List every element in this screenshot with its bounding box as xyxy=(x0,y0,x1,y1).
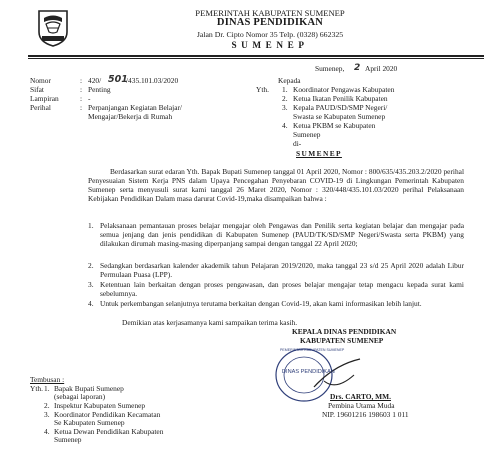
date-month-year: April 2020 xyxy=(365,64,398,73)
recipient-item-text: Swasta se Kabupaten Sumenep xyxy=(293,112,386,121)
colon: : xyxy=(80,94,83,103)
date-place: Sumenep, xyxy=(315,64,345,73)
letterhead-rule-thick xyxy=(28,55,484,57)
tembusan-num: 3. xyxy=(44,410,50,419)
closing-line: Demikian atas kerjasamanya kami sampaikan terima kasih. xyxy=(122,318,298,327)
tembusan-item-text: Inspektur Kabupaten Sumenep xyxy=(54,401,146,410)
sumenep-emblem-logo xyxy=(33,8,73,48)
point-text: Untuk perkembangan selanjutnya terutama berkaitan dengan Covid-19, akan kami informasikan lebih lanjut. xyxy=(100,299,422,308)
point-num: 1. xyxy=(88,221,94,230)
body-intro-paragraph: Berdasarkan surat edaran Yth. Bapak Bupati Sumenep tanggal 01 April 2020, Nomor : 800/635/435.203.2/2020 perihal Penyesuaian Sistem Kerja PNS dalam Upaya Pencegahan Penyebaran COVID-19 di Lingkungan Pemerintah Kabupaten Sumenep serta menyusuli surat kami tanggal 26 Maret 2020, Nomor : 320/448/435.101.03/2020 perihal Pelaksanaan Kebijakan Pendidikan Dalam masa darurat Covid-19,maka disampaikan bahwa : xyxy=(88,167,464,203)
tembusan-num: 2. xyxy=(44,401,50,410)
tembusan-label: Tembusan : xyxy=(30,375,65,384)
recipient-num: 2. xyxy=(282,94,288,103)
stamp-outer-text: PEMERINTAH KABUPATEN SUMENEP xyxy=(280,348,345,352)
letterhead-city: SUMENEP xyxy=(231,40,309,50)
signatory-nip: NIP. 19601216 198603 1 011 xyxy=(322,410,409,419)
point-text: Pelaksanaan pemantauan proses belajar mengajar oleh Pengawas dan Penilik serta kegiatan belajar dan mengajar pada semua jenjang dan jenis pendidikan di Kabupaten Sumenep (PAUD/TK/SD/SMP Negeri/Swasta serta PKBM) yang dilakukan dirumah masing-masing diperpanjang sampai dengan tanggal 22 April 2020; xyxy=(100,221,464,248)
nomor-prefix: 420/ xyxy=(88,76,102,85)
colon: : xyxy=(80,76,83,85)
recipient-item-text: Ketua Ikatan Penilik Kabupaten xyxy=(293,94,388,103)
recipient-yth: Yth. xyxy=(256,85,269,94)
recipient-num: 1. xyxy=(282,85,288,94)
nomor-handwritten: 501 xyxy=(108,74,128,85)
lampiran-label: Lampiran xyxy=(30,94,59,103)
tembusan-item-text: Bapak Bupati Sumenep xyxy=(54,384,124,393)
recipient-num: 4. xyxy=(282,121,288,130)
tembusan-yth: Yth. xyxy=(30,384,43,393)
colon: : xyxy=(80,103,83,112)
letterhead-government: PEMERINTAH KABUPATEN SUMENEP xyxy=(195,8,345,18)
perihal-line-2: Mengajar/Bekerja di Rumah xyxy=(88,112,173,121)
point-text: Sedangkan berdasarkan kalender akademik tahun Pelajaran 2019/2020, maka tanggal 23 s/d 25 April 2020 adalah Libur Permulaan Puasa (LPP). xyxy=(100,261,464,279)
point-text: Ketentuan lain berkaitan dengan proses pengawasan, dan proses belajar mengajar tetap mengacu kepada surat kami sebelumnya. xyxy=(100,280,464,298)
tembusan-num: 1. xyxy=(44,384,50,393)
stamp-center-text: DINAS PENDIDIKAN xyxy=(282,369,335,375)
nomor-suffix: /435.101.03/2020 xyxy=(126,76,179,85)
sifat-value: Penting xyxy=(88,85,111,94)
recipient-num: 3. xyxy=(282,103,288,112)
letterhead-agency: DINAS PENDIDIKAN xyxy=(216,17,324,28)
tembusan-item-text: (sebagai laporan) xyxy=(54,392,106,401)
recipient-item-text: Sumenep xyxy=(293,130,321,139)
recipient-kepada: Kepada xyxy=(278,76,301,85)
letterhead-address: Jalan Dr. Cipto Nomor 35 Telp. (0328) 662325 xyxy=(196,30,344,39)
tembusan-item-text: Se Kabupaten Sumenep xyxy=(54,418,125,427)
colon: : xyxy=(80,85,83,94)
letterhead-rule-thin xyxy=(28,58,484,59)
point-num: 4. xyxy=(88,299,94,308)
recipient-di: di- xyxy=(293,139,302,148)
signatory-name: Drs. CARTO, MM. xyxy=(330,392,391,401)
signature-title-2: KABUPATEN SUMENEP xyxy=(300,336,384,345)
signature-title-1: KEPALA DINAS PENDIDIKAN xyxy=(292,327,397,336)
recipient-item-text: Kepala PAUD/SD/SMP Negeri/ xyxy=(293,103,388,112)
perihal-label: Perihal xyxy=(30,103,51,112)
date-day-handwritten: 2 xyxy=(354,63,361,73)
recipient-city: SUMENEP xyxy=(296,149,342,158)
sifat-label: Sifat xyxy=(30,85,44,94)
perihal-line-1: Perpanjangan Kegiatan Belajar/ xyxy=(88,103,182,112)
tembusan-item-text: Ketua Dewan Pendidikan Kabupaten xyxy=(54,427,164,436)
tembusan-num: 4. xyxy=(44,427,50,436)
signatory-rank: Pembina Utama Muda xyxy=(328,401,395,410)
nomor-label: Nomor xyxy=(30,76,51,85)
recipient-item-text: Ketua PKBM se Kabupaten xyxy=(293,121,376,130)
recipient-item-text: Koordinator Pengawas Kabupaten xyxy=(293,85,395,94)
tembusan-item-text: Koordinator Pendidikan Kecamatan xyxy=(54,410,161,419)
lampiran-value: - xyxy=(88,94,91,103)
tembusan-item-text: Sumenep xyxy=(54,435,82,444)
point-num: 2. xyxy=(88,261,94,270)
point-num: 3. xyxy=(88,280,94,289)
